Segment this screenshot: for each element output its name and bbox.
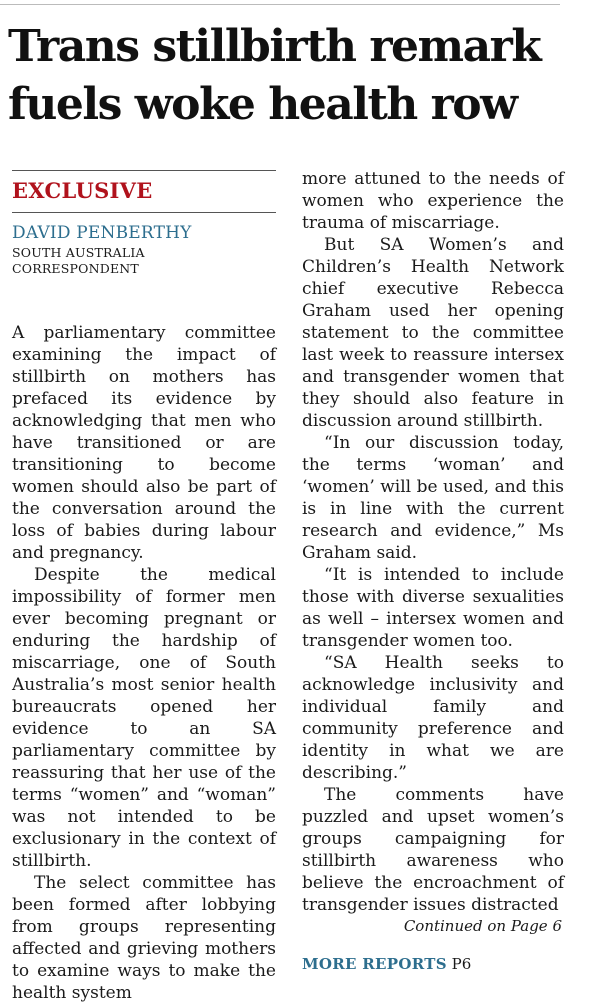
left-column (12, 170, 276, 1004)
paragraph: Despite the medical impossibility of former men ever becoming pregnant or enduring the hardship of miscarriage, one of South Australia’s most senior health bureaucrats opened her evidence to an SA parliamentary committee by reassuring that her use of the terms “women” and “woman” was not intended to be exclusionary in the context of stillbirth. (12, 565, 276, 871)
kicker-bottom-rule (12, 212, 276, 213)
continued-on-page: Continued on Page 6 (403, 917, 562, 935)
byline-author: DAVID PENBERTHY (12, 223, 192, 243)
headline (8, 18, 608, 134)
headline-line-2: fuels woke health row (8, 79, 517, 130)
paragraph: The select committee has been formed after lobbying from groups representing affected and grieving mothers to examine ways to make the health system (12, 873, 276, 1003)
paragraph: “SA Health seeks to acknowledge inclusivity and individual family and community preference and identity in what we are describing.” (302, 653, 564, 783)
more-reports[interactable] (302, 954, 564, 974)
paragraph: more attuned to the needs of women who experience the trauma of miscarriage. (302, 169, 564, 233)
paragraph: “In our discussion today, the terms ‘woman’ and ‘women’ will be used, and this is in line with the current research and evidence,” Ms Graham said. (302, 433, 564, 563)
byline-role-2: CORRESPONDENT (12, 261, 139, 276)
byline-role-1: SOUTH AUSTRALIA (12, 245, 145, 260)
paragraph: The comments have puzzled and upset women’s groups campaigning for stillbirth awareness who believe the encroachment of transgender issues distracted (302, 785, 564, 915)
top-rule (0, 4, 560, 5)
headline-line-1: Trans stillbirth remark (8, 21, 541, 72)
paragraph: “It is intended to include those with diverse sexualities as well – intersex women and transgender women too. (302, 565, 564, 651)
right-column (302, 168, 564, 974)
more-reports-page[interactable]: P6 (451, 955, 472, 973)
more-reports-label[interactable]: MORE REPORTS (302, 955, 447, 973)
paragraph: A parliamentary committee examining the impact of stillbirth on mothers has prefaced its evidence by acknowledging that men who have transitioned or are transitioning to become women should also be part of the conversation around the loss of babies during labour and pregnancy. (12, 323, 276, 563)
kicker-top-rule (12, 170, 276, 171)
exclusive-kicker: EXCLUSIVE (12, 178, 153, 203)
left-body (12, 322, 276, 1004)
paragraph: But SA Women’s and Children’s Health Network chief executive Rebecca Graham used her opening statement to the committee last week to reassure intersex and transgender women that they should also feature in discussion around stillbirth. (302, 235, 564, 431)
